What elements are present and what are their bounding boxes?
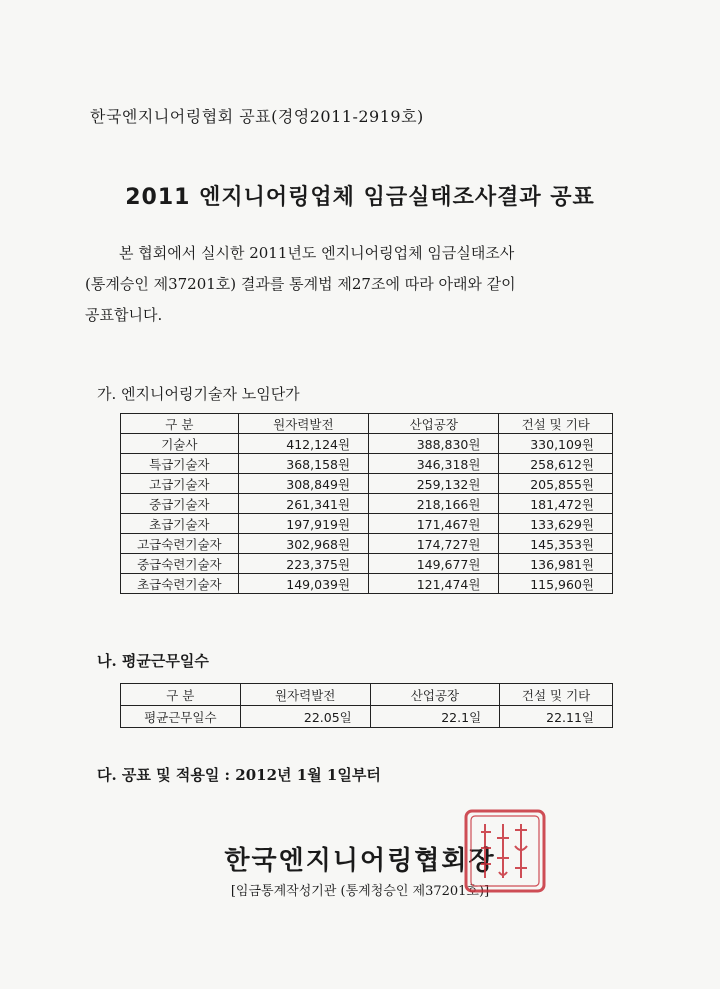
intro-line-2: (통계승인 제37201호) 결과를 통계법 제27조에 따라 아래와 같이 xyxy=(85,275,516,293)
column-header: 원자력발전 xyxy=(240,684,370,706)
table-cell: 346,318원 xyxy=(369,454,499,474)
intro-paragraph xyxy=(85,238,640,331)
column-header: 원자력발전 xyxy=(238,414,368,434)
column-header: 산업공장 xyxy=(370,684,499,706)
table-cell: 218,166원 xyxy=(369,494,499,514)
table-cell: 302,968원 xyxy=(238,534,368,554)
table-cell: 22.1일 xyxy=(370,706,499,728)
row-label: 기술사 xyxy=(121,434,239,454)
column-header: 건설 및 기타 xyxy=(500,684,613,706)
column-header: 구 분 xyxy=(121,684,241,706)
wage-table xyxy=(120,413,613,594)
row-label: 중급숙련기술자 xyxy=(121,554,239,574)
table-cell: 223,375원 xyxy=(238,554,368,574)
table-row xyxy=(121,434,613,454)
table-cell: 133,629원 xyxy=(499,514,613,534)
table-row xyxy=(121,534,613,554)
notice-number: 한국엔지니어링협회 공표(경영2011-2919호) xyxy=(90,107,424,126)
signature-title: 한국엔지니어링협회장 xyxy=(224,846,496,876)
table-cell: 22.05일 xyxy=(240,706,370,728)
table-cell: 330,109원 xyxy=(499,434,613,454)
table-cell: 205,855원 xyxy=(499,474,613,494)
table-cell: 197,919원 xyxy=(238,514,368,534)
table-cell: 308,849원 xyxy=(238,474,368,494)
table-cell: 121,474원 xyxy=(369,574,499,594)
table-row xyxy=(121,474,613,494)
table-cell: 258,612원 xyxy=(499,454,613,474)
column-header: 건설 및 기타 xyxy=(499,414,613,434)
table-header-row xyxy=(121,684,613,706)
official-seal-icon xyxy=(463,808,547,894)
row-label: 고급기술자 xyxy=(121,474,239,494)
row-label: 고급숙련기술자 xyxy=(121,534,239,554)
table-cell: 149,039원 xyxy=(238,574,368,594)
row-label: 초급숙련기술자 xyxy=(121,574,239,594)
table-cell: 412,124원 xyxy=(238,434,368,454)
table-cell: 388,830원 xyxy=(369,434,499,454)
table-cell: 368,158원 xyxy=(238,454,368,474)
document-title: 2011 엔지니어링업체 임금실태조사결과 공표 xyxy=(125,185,595,210)
table-cell: 136,981원 xyxy=(499,554,613,574)
intro-line-1: 본 협회에서 실시한 2011년도 엔지니어링업체 임금실태조사 xyxy=(119,244,515,262)
work-days-table xyxy=(120,683,613,728)
table-cell: 149,677원 xyxy=(369,554,499,574)
table-row xyxy=(121,554,613,574)
effective-date: 다. 공표 및 적용일 : 2012년 1월 1일부터 xyxy=(97,766,381,784)
table-cell: 174,727원 xyxy=(369,534,499,554)
table-cell: 261,341원 xyxy=(238,494,368,514)
row-label: 초급기술자 xyxy=(121,514,239,534)
table-row xyxy=(121,574,613,594)
table-cell: 259,132원 xyxy=(369,474,499,494)
table-row xyxy=(121,706,613,728)
row-label: 특급기술자 xyxy=(121,454,239,474)
table-cell: 115,960원 xyxy=(499,574,613,594)
table-cell: 22.11일 xyxy=(500,706,613,728)
intro-line-3: 공표합니다. xyxy=(85,306,163,324)
section-b-title: 나. 평균근무일수 xyxy=(97,652,209,670)
table-row xyxy=(121,494,613,514)
table-cell: 181,472원 xyxy=(499,494,613,514)
row-label: 중급기술자 xyxy=(121,494,239,514)
row-label: 평균근무일수 xyxy=(121,706,241,728)
column-header: 산업공장 xyxy=(369,414,499,434)
table-row xyxy=(121,454,613,474)
table-row xyxy=(121,514,613,534)
issuer-note: [임금통계작성기관 (통계청승인 제37201호)] xyxy=(230,884,490,899)
table-cell: 145,353원 xyxy=(499,534,613,554)
section-a-title: 가. 엔지니어링기술자 노임단가 xyxy=(97,385,300,403)
table-cell: 171,467원 xyxy=(369,514,499,534)
table-header-row xyxy=(121,414,613,434)
column-header: 구 분 xyxy=(121,414,239,434)
